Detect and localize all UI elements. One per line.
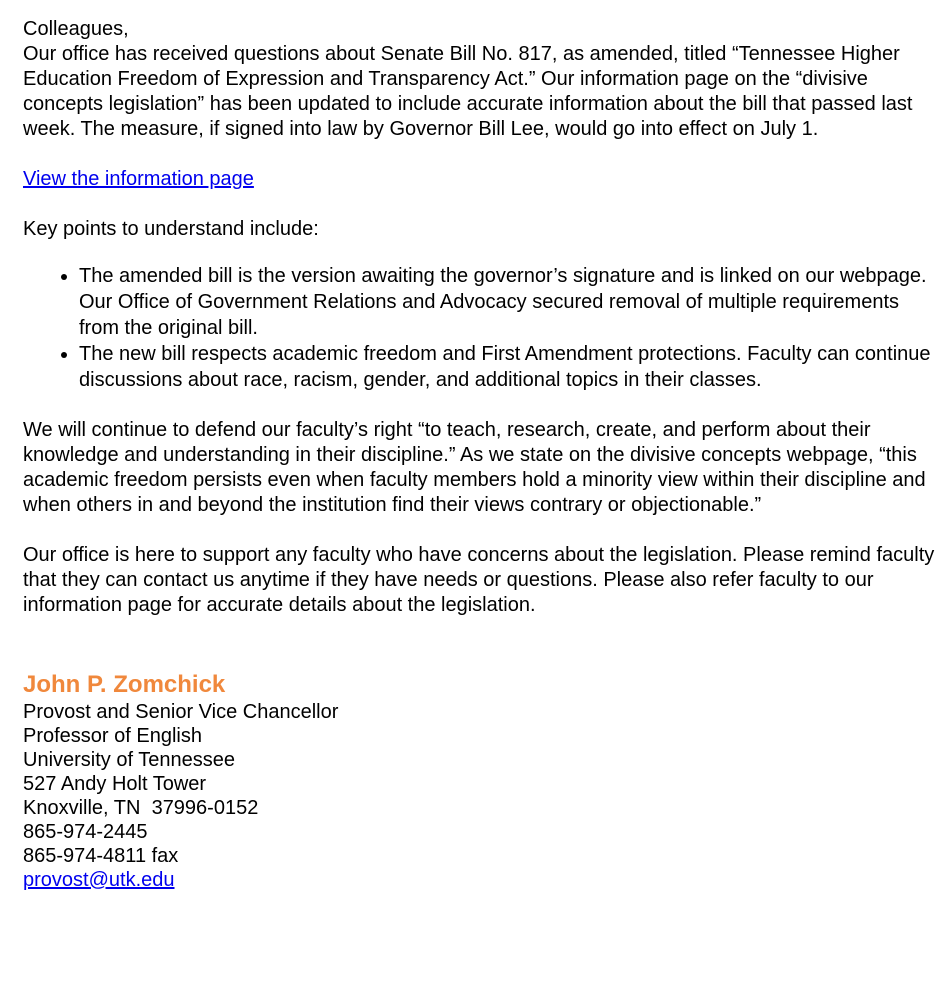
greeting: Colleagues,: [23, 18, 129, 40]
signature-phone: 865-974-2445: [23, 821, 148, 843]
spacer: [23, 142, 941, 167]
information-page-link[interactable]: View the information page: [23, 168, 254, 190]
signature-email-line: [23, 868, 948, 892]
key-points-list: [23, 263, 941, 393]
support-paragraph: Our office is here to support any faculty who have concerns about the legislation. Please remind faculty that they can contact us anytime if they have needs or questions. Please also refer faculty to our information page for accurate details about the legislation.: [23, 544, 935, 616]
signature-professorship: Professor of English: [23, 725, 202, 747]
spacer: [23, 242, 941, 263]
info-link-line: [23, 167, 941, 192]
signature-title: Provost and Senior Vice Chancellor: [23, 701, 339, 723]
signature-block: [23, 670, 948, 892]
list-item: • The new bill respects academic freedom and First Amendment protections. Faculty can continue discussions about race, racism, gender, and additional topics in their classes.: [79, 341, 941, 393]
spacer: [23, 518, 941, 543]
signature-name: John P. Zomchick: [23, 671, 226, 698]
signature-email-link[interactable]: provost@utk.edu: [23, 869, 175, 891]
signature-institution: University of Tennessee: [23, 749, 235, 771]
spacer: [23, 192, 941, 217]
spacer: [23, 393, 941, 418]
signature-address-line2: Knoxville, TN 37996-0152: [23, 797, 259, 819]
defense-paragraph: We will continue to defend our faculty’s right “to teach, research, create, and perform about their knowledge and understanding in their discipline.” As we state on the divisive concepts webpage, “this academic freedom persists even when faculty members hold a minority view within their discipline and when others in and beyond the institution find their views contrary or objectionable.”: [23, 419, 926, 516]
signature-fax: 865-974-4811 fax: [23, 845, 179, 867]
list-item: • The amended bill is the version awaiting the governor’s signature and is linked on our webpage. Our Office of Government Relations and Advocacy secured removal of multiple requirements from the original bill.: [79, 263, 941, 341]
key-points-intro: Key points to understand include:: [23, 218, 319, 240]
signature-address-line1: 527 Andy Holt Tower: [23, 773, 207, 795]
intro-paragraph: Our office has received questions about Senate Bill No. 817, as amended, titled “Tennessee Higher Education Freedom of Expression and Transparency Act.” Our information page on the “divisive concepts legislation” has been updated to include accurate information about the bill that passed last week. The measure, if signed into law by Governor Bill Lee, would go into effect on July 1.: [23, 43, 913, 140]
message-content: [23, 17, 941, 618]
